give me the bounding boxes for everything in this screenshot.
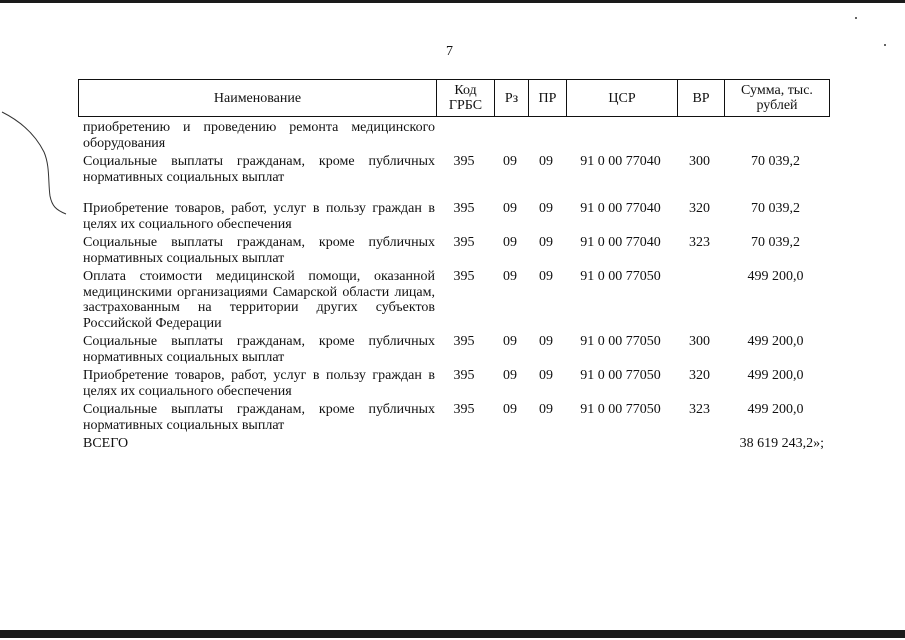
table-row [78, 120, 830, 151]
table-row [78, 402, 830, 433]
row-rz [493, 120, 527, 151]
row-kod: 395 [453, 269, 475, 284]
scan-edge-bottom [0, 630, 905, 638]
row-name: Приобретение товаров, работ, услуг в пользу граждан в целях их социального обеспечения [83, 201, 435, 232]
header-rz: Рз [494, 80, 528, 116]
row-rz: 09 [503, 235, 517, 250]
total-row [78, 436, 830, 452]
row-rz: 09 [503, 402, 517, 417]
row-kod: 395 [453, 154, 475, 169]
header-name: Наименование [213, 90, 302, 106]
row-name: Социальные выплаты гражданам, кроме публичных нормативных социальных выплат [83, 334, 435, 365]
scan-speck [855, 17, 857, 19]
row-name: Приобретение товаров, работ, услуг в пользу граждан в целях их социального обеспечения [83, 368, 435, 399]
margin-pen-stroke [0, 110, 70, 220]
row-pr: 09 [539, 368, 553, 383]
header-sum: Сумма, тыс. рублей [724, 80, 829, 116]
row-kod: 395 [453, 235, 475, 250]
row-sum: 70 039,2 [751, 201, 800, 216]
row-pr: 09 [539, 201, 553, 216]
row-sum: 70 039,2 [751, 235, 800, 250]
row-sum: 499 200,0 [747, 402, 804, 417]
row-kod: 395 [453, 201, 475, 216]
row-pr: 09 [539, 235, 553, 250]
table-row [78, 154, 830, 185]
table-row [78, 235, 830, 266]
row-vr [676, 269, 723, 331]
row-vr: 320 [689, 368, 710, 383]
row-sum: 70 039,2 [751, 154, 800, 169]
row-rz: 09 [503, 201, 517, 216]
row-csr: 91 0 00 77040 [580, 154, 661, 169]
row-rz: 09 [503, 334, 517, 349]
row-kod: 395 [453, 334, 475, 349]
header-csr: ЦСР [566, 80, 677, 116]
row-kod [435, 120, 493, 151]
row-name: Оплата стоимости медицинской помощи, оказанной медицинскими организациями Самарской области лицам, застрахованным на территории других субъектов Российской Федерации [83, 269, 435, 331]
row-name: приобретению и проведению ремонта медицинского оборудования [83, 120, 435, 151]
row-pr: 09 [539, 154, 553, 169]
row-kod: 395 [453, 402, 475, 417]
row-sum: 499 200,0 [747, 269, 804, 284]
row-name: Социальные выплаты гражданам, кроме публичных нормативных социальных выплат [83, 235, 435, 266]
row-vr: 320 [689, 201, 710, 216]
row-csr [565, 120, 676, 151]
row-pr [527, 120, 565, 151]
scan-edge-top [0, 0, 905, 3]
table-row [78, 334, 830, 365]
row-csr: 91 0 00 77050 [580, 269, 661, 284]
header-vr: ВР [677, 80, 724, 116]
row-csr: 91 0 00 77050 [580, 334, 661, 349]
table-body [78, 120, 830, 455]
row-csr: 91 0 00 77040 [580, 201, 661, 216]
row-pr: 09 [539, 269, 553, 284]
row-rz: 09 [503, 269, 517, 284]
row-vr: 323 [689, 235, 710, 250]
total-sum: 38 619 243,2»; [739, 436, 824, 451]
total-label: ВСЕГО [83, 436, 129, 451]
table-row [78, 201, 830, 232]
page-number: 7 [446, 44, 453, 59]
row-pr: 09 [539, 334, 553, 349]
row-csr: 91 0 00 77050 [580, 368, 661, 383]
row-rz: 09 [503, 368, 517, 383]
scan-speck [884, 44, 886, 46]
row-rz: 09 [503, 154, 517, 169]
row-sum [723, 120, 828, 151]
row-vr: 300 [689, 334, 710, 349]
row-csr: 91 0 00 77050 [580, 402, 661, 417]
row-pr: 09 [539, 402, 553, 417]
row-sum: 499 200,0 [747, 368, 804, 383]
row-name: Социальные выплаты гражданам, кроме публичных нормативных социальных выплат [83, 402, 435, 433]
row-kod: 395 [453, 368, 475, 383]
row-name: Социальные выплаты гражданам, кроме публичных нормативных социальных выплат [83, 154, 435, 185]
row-sum: 499 200,0 [747, 334, 804, 349]
table-row [78, 368, 830, 399]
row-vr [676, 120, 723, 151]
table-header [78, 79, 830, 117]
row-vr: 323 [689, 402, 710, 417]
row-csr: 91 0 00 77040 [580, 235, 661, 250]
table-row [78, 269, 830, 331]
header-kod-grbs: Код ГРБС [436, 80, 494, 116]
header-pr: ПР [528, 80, 566, 116]
row-vr: 300 [689, 154, 710, 169]
